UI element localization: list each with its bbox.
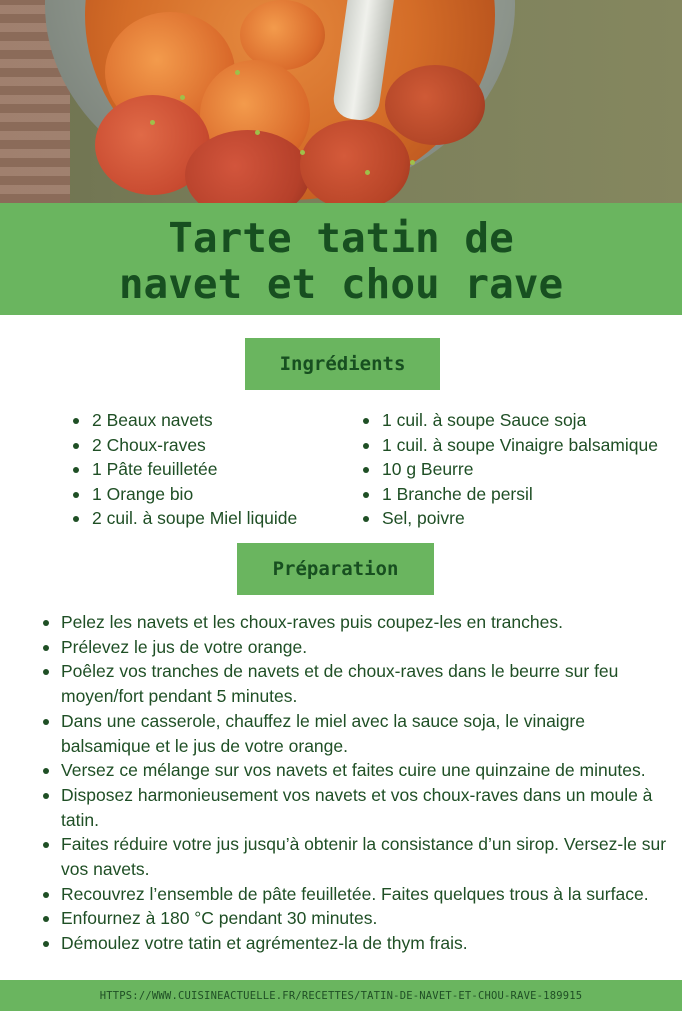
ingredients-heading: Ingrédients (245, 338, 440, 390)
ingredient-item: 1 Orange bio (72, 482, 297, 507)
ingredient-item: Sel, poivre (362, 506, 658, 531)
hero-photo (0, 0, 682, 203)
preparation-step: Dans une casserole, chauffez le miel avec la sauce soja, le vinaigre balsamique et le jus de votre orange. (42, 709, 667, 758)
ingredient-item: 1 Branche de persil (362, 482, 658, 507)
preparation-step: Prélevez le jus de votre orange. (42, 635, 667, 660)
preparation-heading: Préparation (237, 543, 434, 595)
source-url-footer (0, 980, 682, 1011)
ingredient-item: 10 g Beurre (362, 457, 658, 482)
thyme-leaf (180, 95, 185, 100)
ingredients-list-right (362, 408, 658, 531)
thyme-leaf (300, 150, 305, 155)
source-url[interactable]: HTTPS://WWW.CUISINEACTUELLE.FR/RECETTES/TATIN-DE-NAVET-ET-CHOU-RAVE-189915 (99, 989, 583, 1002)
preparation-step: Versez ce mélange sur vos navets et faites cuire une quinzaine de minutes. (42, 758, 667, 783)
preparation-step: Enfournez à 180 °C pendant 30 minutes. (42, 906, 667, 931)
thyme-leaf (150, 120, 155, 125)
recipe-title-line-1: Tarte tatin de (168, 214, 514, 262)
preparation-step: Poêlez vos tranches de navets et de choux-raves dans le beurre sur feu moyen/fort pendant 5 minutes. (42, 659, 667, 708)
preparation-step: Pelez les navets et les choux-raves puis coupez-les en tranches. (42, 610, 667, 635)
recipe-title-line-2: navet et chou rave (118, 260, 564, 308)
ingredient-item: 1 cuil. à soupe Sauce soja (362, 408, 658, 433)
ingredients-list-left (72, 408, 297, 531)
preparation-step: Recouvrez l’ensemble de pâte feuilletée. Faites quelques trous à la surface. (42, 882, 667, 907)
recipe-title (0, 215, 682, 307)
ingredient-item: 1 Pâte feuilletée (72, 457, 297, 482)
preparation-step: Faites réduire votre jus jusqu’à obtenir la consistance d’un sirop. Versez-le sur vos navets. (42, 832, 667, 881)
thyme-leaf (255, 130, 260, 135)
thyme-leaf (365, 170, 370, 175)
preparation-step: Démoulez votre tatin et agrémentez-la de thym frais. (42, 931, 667, 956)
turnip-slice (385, 65, 485, 145)
ingredient-item: 2 cuil. à soupe Miel liquide (72, 506, 297, 531)
ingredient-item: 1 cuil. à soupe Vinaigre balsamique (362, 433, 658, 458)
preparation-steps (42, 610, 667, 956)
ingredient-item: 2 Choux-raves (72, 433, 297, 458)
thyme-leaf (235, 70, 240, 75)
ingredient-item: 2 Beaux navets (72, 408, 297, 433)
thyme-leaf (410, 160, 415, 165)
preparation-step: Disposez harmonieusement vos navets et vos choux-raves dans un moule à tatin. (42, 783, 667, 832)
turnip-slice (300, 120, 410, 203)
